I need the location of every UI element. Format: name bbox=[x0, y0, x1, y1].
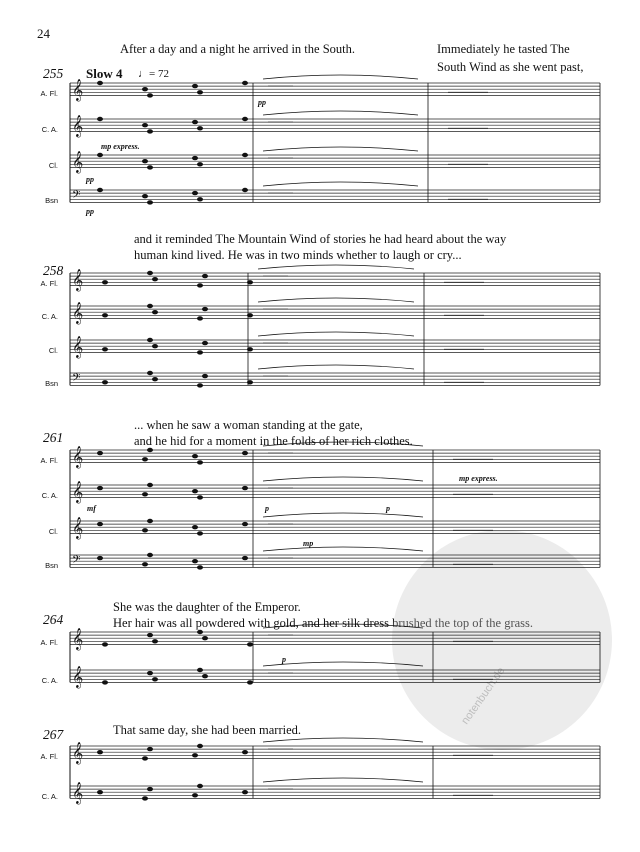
narration-line: Immediately he tasted The bbox=[437, 42, 570, 56]
narration-line: South Wind as she went past, bbox=[437, 60, 584, 74]
note-head bbox=[197, 316, 203, 320]
note-head bbox=[97, 790, 103, 794]
note-head bbox=[242, 556, 248, 560]
slur bbox=[258, 298, 414, 302]
instrument-label: C. A. bbox=[41, 676, 58, 685]
note-head bbox=[97, 750, 103, 754]
treble-clef-icon: 𝄞 bbox=[72, 336, 84, 358]
note-head bbox=[142, 123, 148, 127]
note-head bbox=[197, 350, 203, 354]
slur bbox=[263, 547, 423, 551]
treble-clef-icon: 𝄞 bbox=[72, 115, 84, 137]
note-head bbox=[97, 117, 103, 121]
dynamic-marking: mp express. bbox=[101, 142, 140, 151]
note-head bbox=[192, 753, 198, 757]
treble-clef-icon: 𝄞 bbox=[72, 151, 84, 173]
narration-line: After a day and a night he arrived in the South. bbox=[120, 42, 355, 56]
slur bbox=[263, 477, 423, 481]
instrument-label: A. Fl. bbox=[40, 279, 58, 288]
note-head bbox=[147, 165, 153, 169]
note-head bbox=[152, 277, 158, 281]
note-head bbox=[192, 156, 198, 160]
slur bbox=[263, 147, 418, 151]
note-head bbox=[142, 562, 148, 566]
treble-clef-icon: 𝄞 bbox=[72, 481, 84, 503]
note-head bbox=[102, 280, 108, 284]
note-head bbox=[192, 793, 198, 797]
note-head bbox=[197, 383, 203, 387]
treble-clef-icon: 𝄞 bbox=[72, 302, 84, 324]
note-head bbox=[192, 120, 198, 124]
dynamic-marking: pp bbox=[258, 98, 266, 107]
note-head bbox=[202, 274, 208, 278]
note-head bbox=[102, 380, 108, 384]
instrument-label: Cl. bbox=[48, 527, 58, 536]
slur bbox=[263, 111, 418, 115]
note-head bbox=[147, 371, 153, 375]
note-head bbox=[142, 87, 148, 91]
note-head bbox=[192, 454, 198, 458]
note-head bbox=[242, 750, 248, 754]
note-head bbox=[147, 129, 153, 133]
note-head bbox=[202, 636, 208, 640]
note-head bbox=[197, 630, 203, 634]
note-head bbox=[147, 483, 153, 487]
measure-number: 255 bbox=[43, 66, 64, 81]
note-head bbox=[147, 633, 153, 637]
note-head bbox=[102, 642, 108, 646]
note-head bbox=[152, 677, 158, 681]
note-head bbox=[197, 126, 203, 130]
instrument-label: A. Fl. bbox=[40, 752, 58, 761]
narration-line: and it reminded The Mountain Wind of stories he had heard about the way bbox=[134, 232, 507, 246]
note-head bbox=[102, 680, 108, 684]
note-head bbox=[247, 642, 253, 646]
note-head bbox=[242, 486, 248, 490]
note-head bbox=[97, 81, 103, 85]
note-head bbox=[147, 271, 153, 275]
slur bbox=[263, 738, 423, 742]
note-head bbox=[242, 153, 248, 157]
note-head bbox=[197, 668, 203, 672]
note-head bbox=[197, 531, 203, 535]
instrument-label: A. Fl. bbox=[40, 456, 58, 465]
instrument-label: Bsn bbox=[45, 379, 58, 388]
narration-line: She was the daughter of the Emperor. bbox=[113, 600, 301, 614]
dynamic-marking: mp express. bbox=[459, 474, 498, 483]
note-head bbox=[192, 525, 198, 529]
instrument-label: C. A. bbox=[41, 792, 58, 801]
note-head bbox=[152, 639, 158, 643]
note-head bbox=[147, 93, 153, 97]
note-head bbox=[192, 191, 198, 195]
dynamic-marking: p bbox=[265, 504, 269, 513]
note-head bbox=[97, 451, 103, 455]
note-head bbox=[197, 460, 203, 464]
note-head bbox=[97, 188, 103, 192]
note-head bbox=[142, 796, 148, 800]
note-head bbox=[152, 310, 158, 314]
metronome-marking: ♩= 72 bbox=[138, 68, 169, 80]
note-head bbox=[192, 489, 198, 493]
note-head bbox=[152, 344, 158, 348]
note-head bbox=[147, 448, 153, 452]
bass-clef-icon: 𝄢 bbox=[72, 554, 81, 569]
narration-line: Her hair was all powdered with gold, and her silk dress brushed the top of the grass. bbox=[113, 616, 534, 630]
note-head bbox=[97, 486, 103, 490]
note-head bbox=[192, 84, 198, 88]
slur bbox=[263, 75, 418, 79]
note-head bbox=[197, 90, 203, 94]
measure-number: 264 bbox=[43, 612, 64, 627]
note-head bbox=[197, 495, 203, 499]
note-head bbox=[152, 377, 158, 381]
treble-clef-icon: 𝄞 bbox=[72, 666, 84, 688]
slur bbox=[258, 265, 414, 269]
instrument-label: A. Fl. bbox=[40, 638, 58, 647]
dynamic-marking: mf bbox=[87, 504, 96, 513]
narration-line: human kind lived. He was in two minds whether to laugh or cry... bbox=[134, 248, 462, 262]
instrument-label: C. A. bbox=[41, 491, 58, 500]
treble-clef-icon: 𝄞 bbox=[72, 269, 84, 291]
dynamic-marking: p bbox=[386, 504, 390, 513]
instrument-label: C. A. bbox=[41, 312, 58, 321]
slur bbox=[263, 624, 423, 628]
note-head bbox=[197, 197, 203, 201]
bass-clef-icon: 𝄢 bbox=[72, 189, 81, 204]
dynamic-marking: mp bbox=[303, 539, 314, 548]
note-head bbox=[242, 117, 248, 121]
note-head bbox=[142, 528, 148, 532]
note-head bbox=[97, 153, 103, 157]
note-head bbox=[202, 307, 208, 311]
note-head bbox=[197, 744, 203, 748]
instrument-label: Bsn bbox=[45, 196, 58, 205]
note-head bbox=[97, 522, 103, 526]
note-head bbox=[142, 457, 148, 461]
note-head bbox=[147, 304, 153, 308]
watermark-text: notenbuch.de bbox=[459, 665, 508, 727]
slur bbox=[263, 442, 423, 446]
note-head bbox=[242, 522, 248, 526]
bass-clef-icon: 𝄢 bbox=[72, 372, 81, 387]
measure-number: 261 bbox=[43, 430, 64, 445]
note-head bbox=[242, 81, 248, 85]
treble-clef-icon: 𝄞 bbox=[72, 517, 84, 539]
page-number: 24 bbox=[37, 26, 50, 41]
note-head bbox=[202, 341, 208, 345]
slur bbox=[263, 778, 423, 782]
slur bbox=[263, 662, 423, 666]
note-head bbox=[192, 559, 198, 563]
narration-line: That same day, she had been married. bbox=[113, 723, 302, 737]
note-head bbox=[242, 790, 248, 794]
note-head bbox=[202, 674, 208, 678]
note-head bbox=[147, 200, 153, 204]
treble-clef-icon: 𝄞 bbox=[72, 782, 84, 804]
note-head bbox=[197, 565, 203, 569]
dynamic-marking: pp bbox=[86, 175, 94, 184]
instrument-label: Cl. bbox=[48, 346, 58, 355]
note-head bbox=[142, 492, 148, 496]
dynamic-marking: p bbox=[282, 655, 286, 664]
note-head bbox=[142, 756, 148, 760]
note-head bbox=[247, 680, 253, 684]
note-head bbox=[102, 313, 108, 317]
instrument-label: Cl. bbox=[48, 161, 58, 170]
instrument-label: C. A. bbox=[41, 125, 58, 134]
note-head bbox=[147, 787, 153, 791]
narration-line: ... when he saw a woman standing at the gate, bbox=[134, 418, 363, 432]
note-head bbox=[197, 784, 203, 788]
note-head bbox=[197, 283, 203, 287]
instrument-label: Bsn bbox=[45, 561, 58, 570]
note-head bbox=[242, 451, 248, 455]
slur bbox=[258, 365, 414, 369]
slur bbox=[263, 513, 423, 517]
dynamic-marking: pp bbox=[86, 207, 94, 216]
treble-clef-icon: 𝄞 bbox=[72, 628, 84, 650]
note-head bbox=[197, 162, 203, 166]
treble-clef-icon: 𝄞 bbox=[72, 446, 84, 468]
treble-clef-icon: 𝄞 bbox=[72, 742, 84, 764]
note-head bbox=[147, 553, 153, 557]
treble-clef-icon: 𝄞 bbox=[72, 79, 84, 101]
note-head bbox=[147, 671, 153, 675]
note-head bbox=[147, 747, 153, 751]
note-head bbox=[147, 519, 153, 523]
note-head bbox=[147, 338, 153, 342]
tempo-marking: Slow 4 bbox=[86, 66, 123, 81]
instrument-label: A. Fl. bbox=[40, 89, 58, 98]
note-head bbox=[142, 194, 148, 198]
slur bbox=[263, 182, 418, 186]
narration-line: and he hid for a moment in the folds of her rich clothes. bbox=[134, 434, 413, 448]
note-head bbox=[202, 374, 208, 378]
note-head bbox=[102, 347, 108, 351]
note-head bbox=[142, 159, 148, 163]
measure-number: 267 bbox=[43, 727, 64, 742]
slur bbox=[258, 332, 414, 336]
measure-number: 258 bbox=[43, 263, 64, 278]
note-head bbox=[242, 188, 248, 192]
note-head bbox=[97, 556, 103, 560]
